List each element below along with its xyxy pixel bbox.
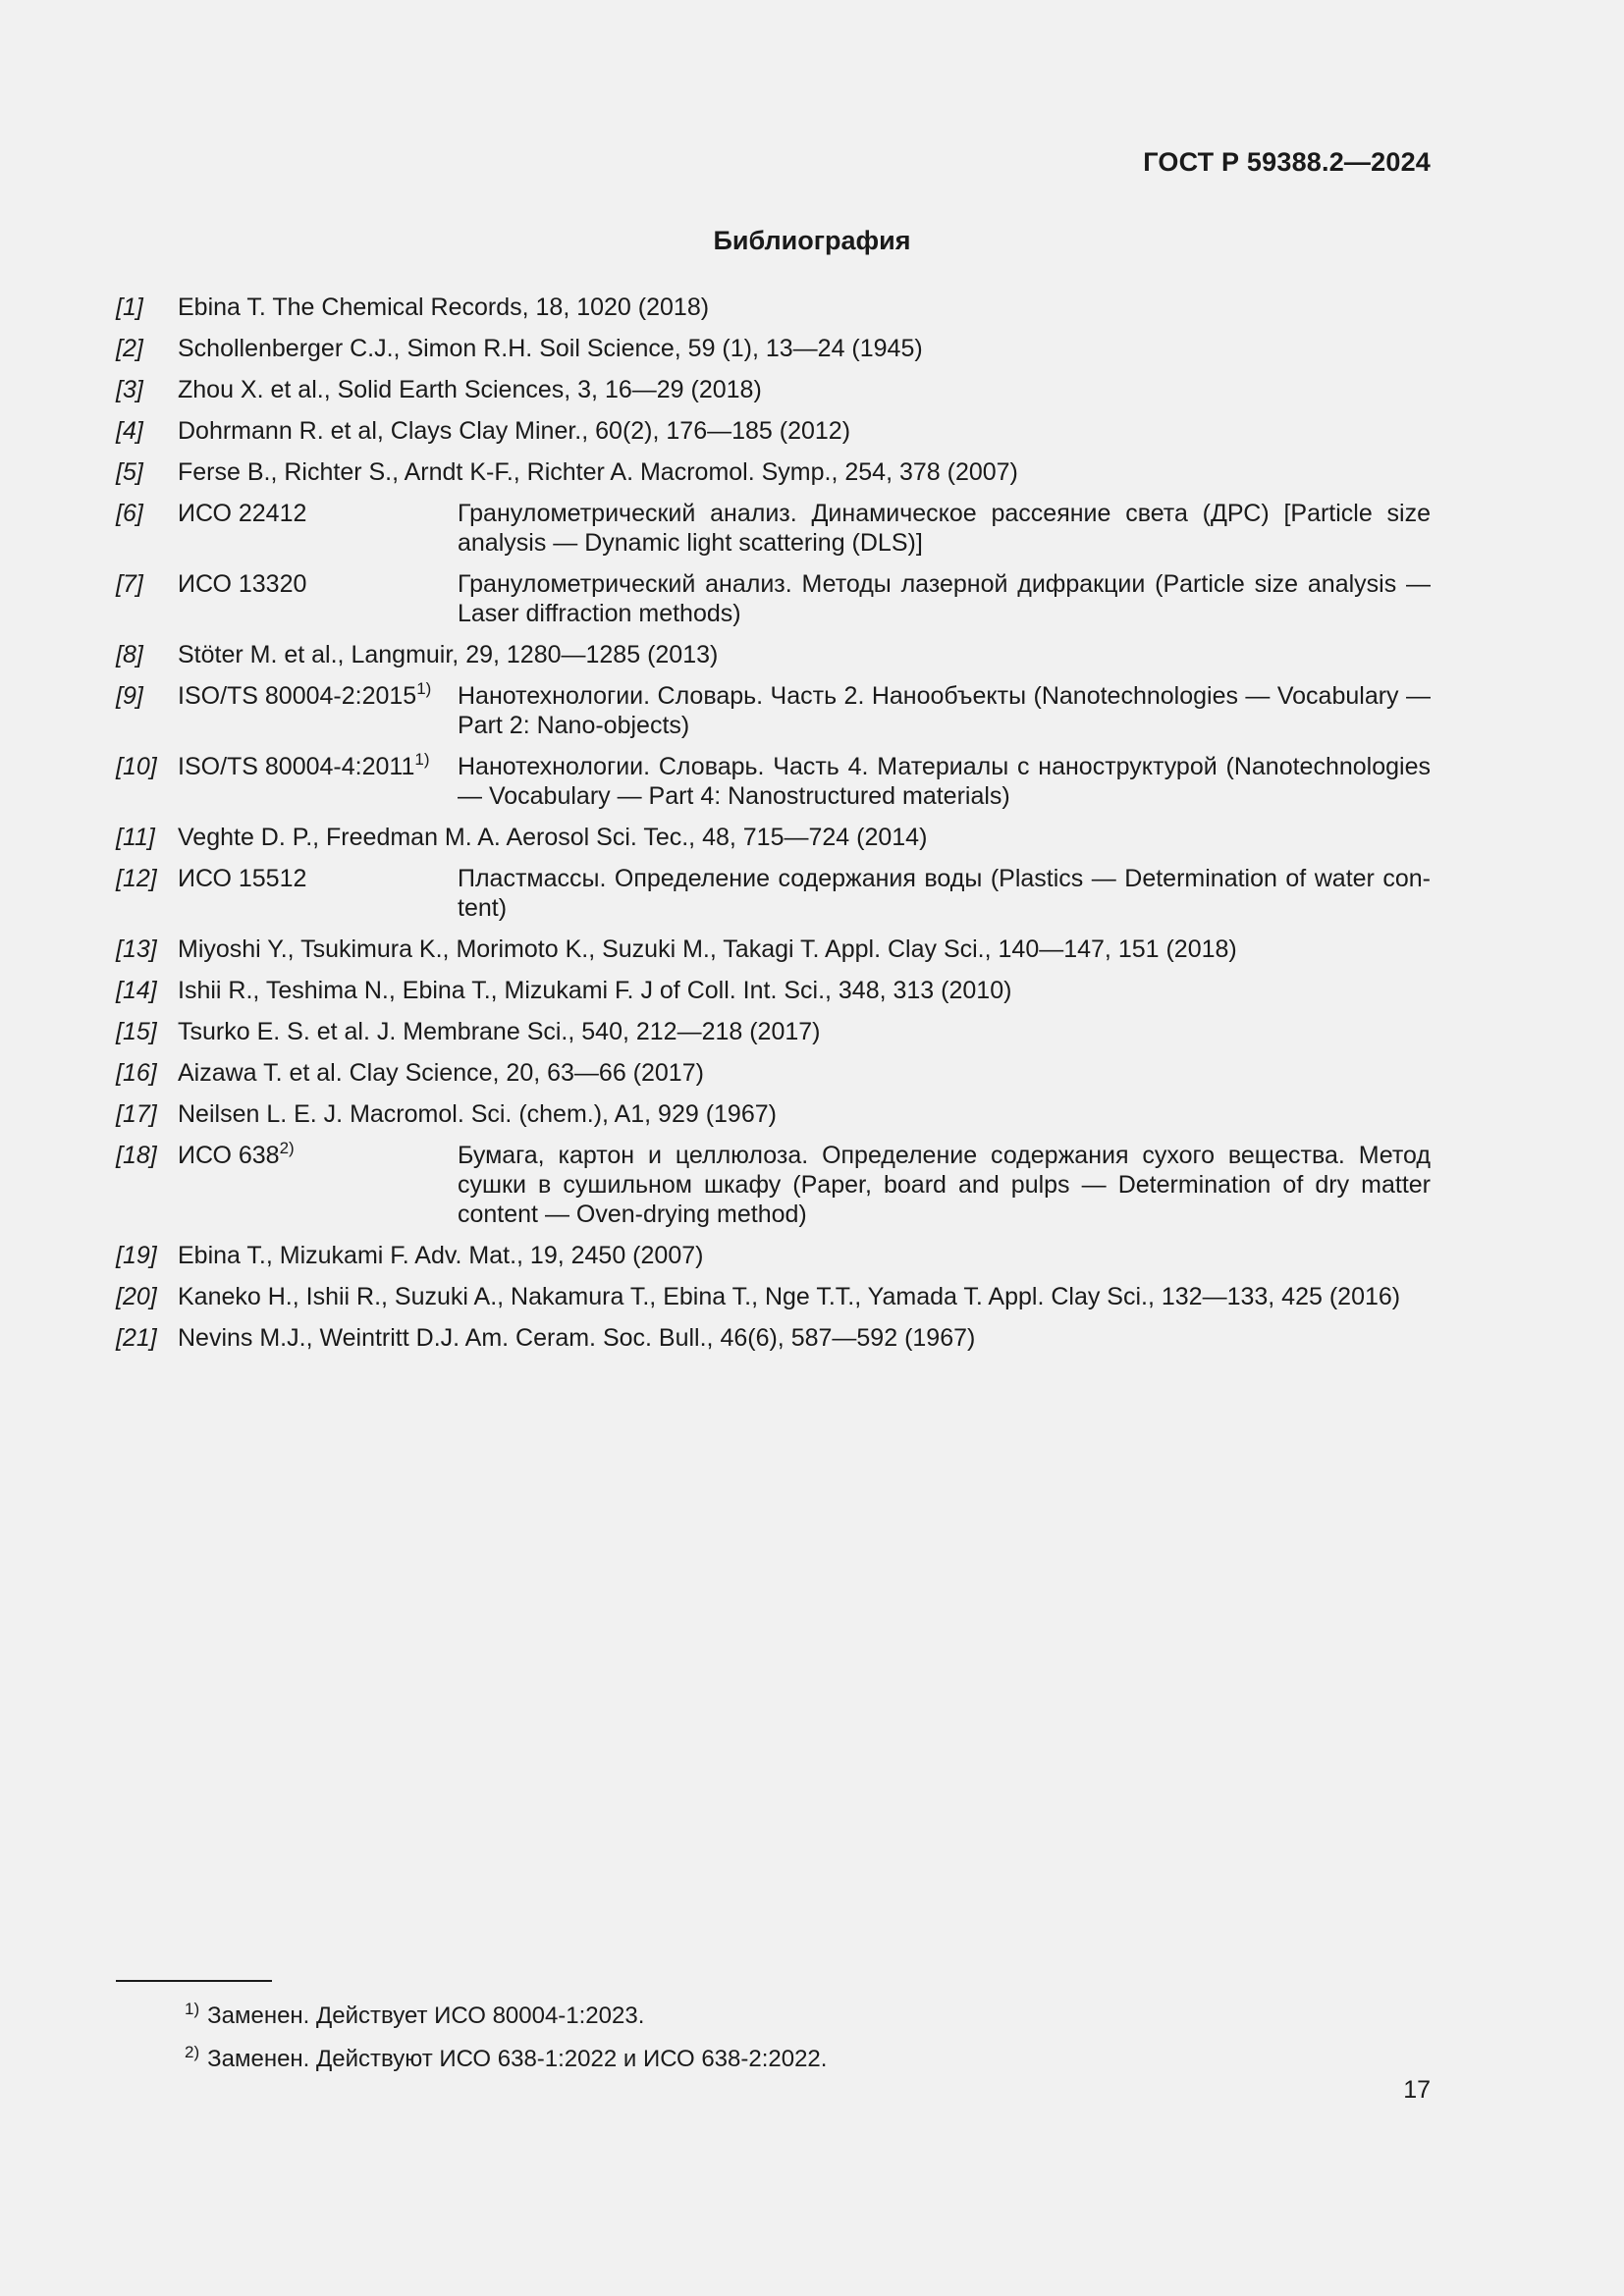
- standard-title: Бумага, картон и целлюлоза. Определение содержания сухого вещества. Метод сушки в сушильном шкафу (Paper, board and pulps — Determination of dry matter content — Oven-drying method): [458, 1142, 1431, 1228]
- standard-title: Пластмассы. Определение содержания воды (Plastics — Determination of water content): [458, 865, 1431, 922]
- reference-text: Dohrmann R. et al, Clays Clay Miner., 60(2), 176—185 (2012): [178, 417, 851, 445]
- reference-item: [116, 1323, 1431, 1353]
- bibliography-list: [116, 293, 1431, 1364]
- footnote-text: Заменен. Действуют ИСО 638-1:2022 и ИСО 638-2:2022.: [207, 2046, 828, 2072]
- standard-code: [178, 749, 458, 811]
- reference-number: [19]: [116, 1242, 157, 1269]
- reference-text: Ebina T. The Chemical Records, 18, 1020 (2018): [178, 294, 710, 321]
- standard-title: Гранулометрический анализ. Динамическое рассеяние света (ДРС) [Particle size analysis — Dynamic light scattering (DLS)]: [458, 500, 1431, 557]
- reference-text: Neilsen L. E. J. Macromol. Sci. (chem.), A1, 929 (1967): [178, 1100, 777, 1128]
- reference-text: Kaneko H., Ishii R., Suzuki A., Nakamura T., Ebina T., Nge T.T., Yamada T. Appl. Clay Sci., 132—133, 425 (2016): [178, 1283, 1401, 1310]
- standard-code-text: ИСО 638: [178, 1142, 280, 1169]
- reference-item: [116, 1099, 1431, 1129]
- standard-title: Нанотехнологии. Словарь. Часть 2. Нанообъекты (Nanotechnologies — Vocabulary — Part 2: Nano-objects): [458, 682, 1431, 739]
- standard-code-text: ISO/TS 80004-2:2015: [178, 682, 417, 710]
- reference-text: Schollenberger C.J., Simon R.H. Soil Science, 59 (1), 13—24 (1945): [178, 335, 923, 362]
- reference-number: [15]: [116, 1018, 157, 1045]
- reference-item-standard: [116, 749, 1431, 811]
- reference-item: [116, 640, 1431, 669]
- reference-item-standard: [116, 1138, 1431, 1229]
- footnote-marker: 1): [414, 749, 430, 769]
- reference-text: Zhou X. et al., Solid Earth Sciences, 3, 16—29 (2018): [178, 376, 762, 403]
- footnote-mark: 2): [185, 2043, 200, 2061]
- reference-number: [8]: [116, 641, 143, 668]
- reference-text: Ebina T., Mizukami F. Adv. Mat., 19, 2450 (2007): [178, 1242, 704, 1269]
- footnote-mark: 1): [185, 2000, 200, 2018]
- standard-code-text: ИСО 15512: [178, 865, 307, 892]
- standard-code: [178, 864, 458, 923]
- standard-title: Нанотехнологии. Словарь. Часть 4. Материалы с наноструктурой (Nanotechnologies — Vocabulary — Part 4: Nanostructured materials): [458, 753, 1431, 810]
- reference-text: Ferse B., Richter S., Arndt K-F., Richter A. Macromol. Symp., 254, 378 (2007): [178, 458, 1018, 486]
- standard-code-text: ИСО 22412: [178, 500, 307, 527]
- reference-text: Miyoshi Y., Tsukimura K., Morimoto K., Suzuki M., Takagi T. Appl. Clay Sci., 140—147, 151 (2018): [178, 935, 1237, 963]
- document-code: ГОСТ Р 59388.2—2024: [1143, 147, 1431, 177]
- reference-number: [11]: [116, 824, 155, 851]
- reference-number: [12]: [116, 865, 157, 892]
- reference-number: [16]: [116, 1059, 157, 1087]
- standard-title: Гранулометрический анализ. Методы лазерной дифракции (Particle size analysis — Laser diffraction methods): [458, 570, 1431, 627]
- footnote: [185, 1995, 827, 2031]
- reference-item: [116, 334, 1431, 363]
- reference-item-standard: [116, 864, 1431, 923]
- reference-number: [20]: [116, 1283, 157, 1310]
- reference-item: [116, 934, 1431, 964]
- standard-code-text: ИСО 13320: [178, 570, 307, 598]
- reference-number: [13]: [116, 935, 157, 963]
- footnote-text: Заменен. Действует ИСО 80004-1:2023.: [207, 2002, 645, 2029]
- reference-number: [5]: [116, 458, 143, 486]
- reference-number: [10]: [116, 753, 157, 780]
- reference-item: [116, 976, 1431, 1005]
- page-title: Библиография: [713, 226, 911, 255]
- footnote-marker: 2): [279, 1138, 295, 1157]
- reference-text: Nevins M.J., Weintritt D.J. Am. Ceram. Soc. Bull., 46(6), 587—592 (1967): [178, 1324, 976, 1352]
- footnote-marker: 1): [416, 678, 432, 698]
- footnote: [185, 2038, 827, 2074]
- reference-number: [7]: [116, 570, 143, 598]
- reference-number: [2]: [116, 335, 143, 362]
- reference-text: Veghte D. P., Freedman M. A. Aerosol Sci. Tec., 48, 715—724 (2014): [178, 824, 928, 851]
- page-number: 17: [1403, 2076, 1431, 2104]
- reference-item: [116, 1241, 1431, 1270]
- reference-text: Stöter M. et al., Langmuir, 29, 1280—1285 (2013): [178, 641, 719, 668]
- reference-text: Aizawa T. et al. Clay Science, 20, 63—66 (2017): [178, 1059, 704, 1087]
- reference-text: Ishii R., Teshima N., Ebina T., Mizukami F. J of Coll. Int. Sci., 348, 313 (2010): [178, 977, 1012, 1004]
- reference-text: Tsurko E. S. et al. J. Membrane Sci., 540, 212—218 (2017): [178, 1018, 821, 1045]
- reference-number: [18]: [116, 1142, 157, 1169]
- reference-item-standard: [116, 678, 1431, 740]
- reference-number: [14]: [116, 977, 157, 1004]
- reference-number: [9]: [116, 682, 143, 710]
- standard-code: [178, 678, 458, 740]
- reference-number: [4]: [116, 417, 143, 445]
- reference-number: [3]: [116, 376, 143, 403]
- reference-number: [6]: [116, 500, 143, 527]
- reference-item: [116, 1017, 1431, 1046]
- reference-item: [116, 375, 1431, 404]
- reference-item-standard: [116, 499, 1431, 558]
- reference-item: [116, 823, 1431, 852]
- reference-item-standard: [116, 569, 1431, 628]
- standard-code-text: ISO/TS 80004-4:2011: [178, 753, 415, 780]
- standard-code: [178, 499, 458, 558]
- standard-code: [178, 569, 458, 628]
- footnotes: [185, 1995, 827, 2081]
- reference-number: [1]: [116, 294, 143, 321]
- reference-number: [17]: [116, 1100, 157, 1128]
- reference-item: [116, 293, 1431, 322]
- reference-number: [21]: [116, 1324, 157, 1352]
- reference-item: [116, 416, 1431, 446]
- footnote-divider: [116, 1980, 272, 1982]
- standard-code: [178, 1138, 458, 1229]
- reference-item: [116, 457, 1431, 487]
- reference-item: [116, 1282, 1431, 1311]
- reference-item: [116, 1058, 1431, 1088]
